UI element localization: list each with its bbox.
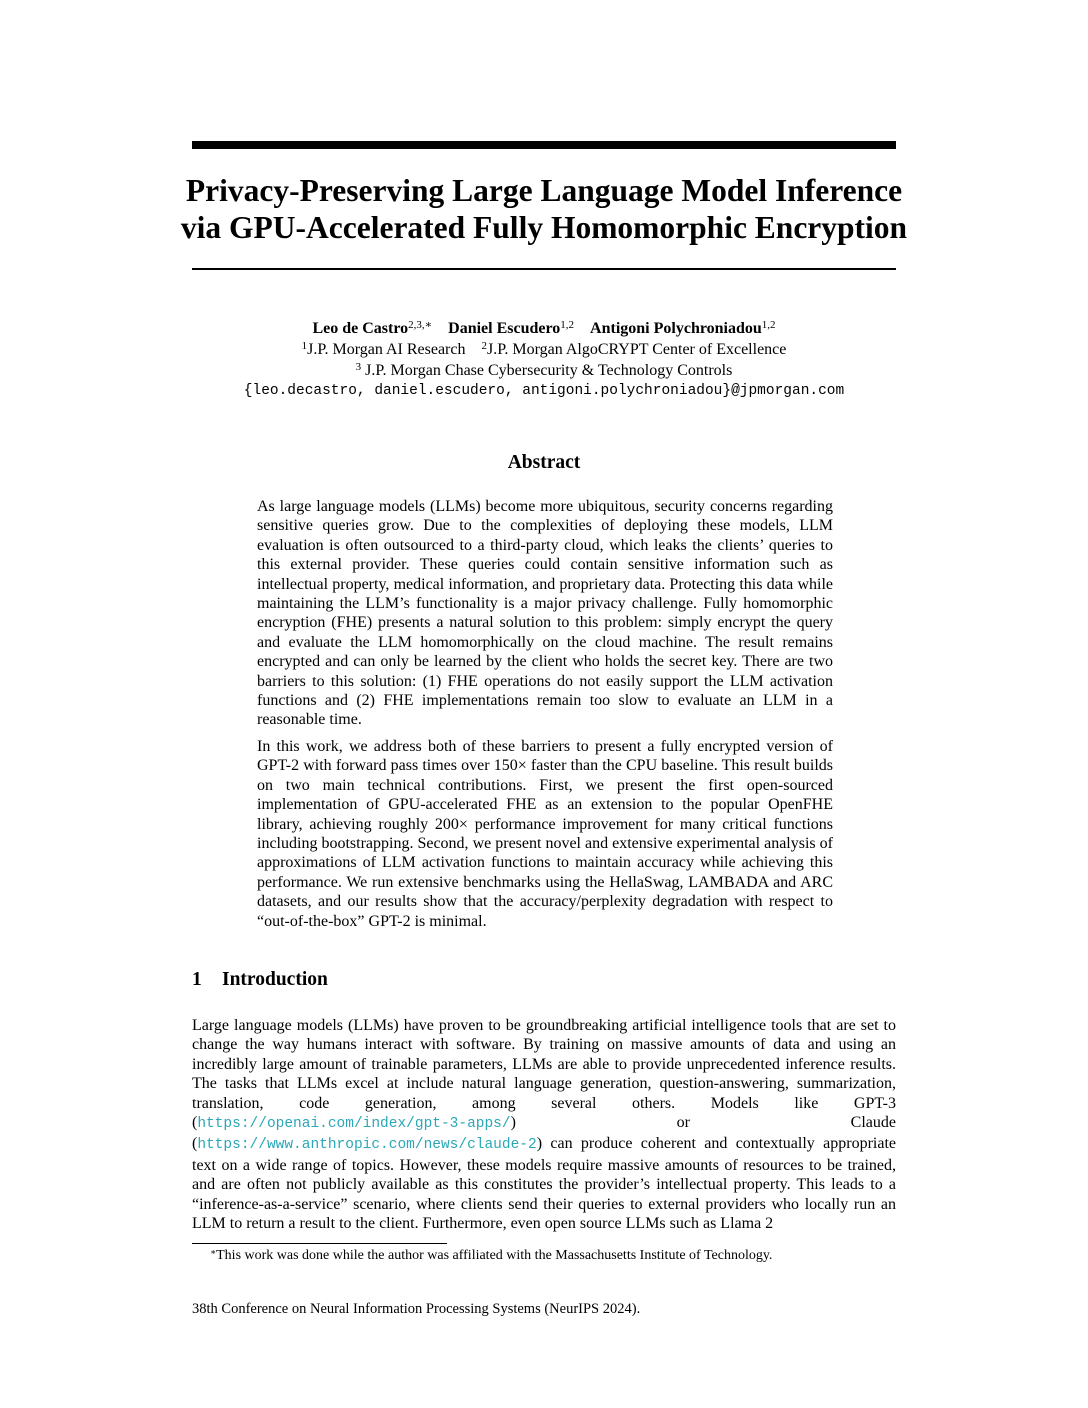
affiliation-sup-3: 3 xyxy=(355,361,362,373)
section-title: Introduction xyxy=(222,969,328,990)
title-line-1: Privacy-Preserving Large Language Model Inference xyxy=(185,173,903,208)
title-bottom-rule xyxy=(192,268,896,270)
author-names xyxy=(150,318,938,339)
introduction-paragraph xyxy=(192,1016,896,1233)
intro-text-3: ) can produce coherent and contextually appropriate text on a wide range of topics. However, these models require massive amounts of resources to be trained, and are often not publicly available as this constitutes the provider’s intellectual property. This leads to a “inference-as-a-service” scenario, where clients send their queries to external providers who locally run an LLM to return a result to the client. Furthermore, even open source LLMs such as Llama 2 xyxy=(192,1135,896,1233)
footnote xyxy=(210,1247,890,1265)
abstract-heading: Abstract xyxy=(507,452,581,473)
author-name-1: Leo de Castro xyxy=(312,320,409,337)
section-heading xyxy=(192,968,896,992)
affiliations-line-1 xyxy=(150,339,938,360)
affiliation-sup-1: 1 xyxy=(301,340,308,352)
abstract-paragraph-2: In this work, we address both of these barriers to present a fully encrypted version of GPT-2 with forward pass times over 150× faster than the CPU baseline. This result builds on two main technical contributions. First, we present the first open-sourced implementation of GPU-accelerated FHE as an extension to the popular OpenFHE library, achieving roughly 200× performance improvement for many critical functions including bootstrapping. Second, we present novel and extensive experimental analysis of approximations of LLM activation functions to maintain accuracy while achieving this performance. We run extensive benchmarks using the HellaSwag, LAMBADA and ARC datasets, and our results show that the accuracy/perplexity degradation with respect to “out-of-the-box” GPT-2 is minimal. xyxy=(257,737,833,930)
affiliations-line-2 xyxy=(150,360,938,381)
introduction-body xyxy=(192,1016,896,1233)
affiliation-3: J.P. Morgan Chase Cybersecurity & Technology Controls xyxy=(361,362,733,379)
footnote-mark: ∗ xyxy=(210,1247,217,1257)
abstract-body xyxy=(257,497,833,938)
footnote-text: This work was done while the author was affiliated with the Massachusetts Institute of Technology. xyxy=(216,1248,773,1263)
title-line-2: via GPU-Accelerated Fully Homomorphic Encryption xyxy=(180,210,908,245)
footnote-rule xyxy=(192,1243,447,1244)
author-sup-1: 2,3,∗ xyxy=(408,319,433,331)
openai-link[interactable]: https://openai.com/index/gpt-3-apps/ xyxy=(197,1116,511,1133)
paper-title xyxy=(150,172,938,246)
author-emails: {leo.decastro, daniel.escudero, antigoni.polychroniadou}@jpmorgan.com xyxy=(243,383,845,399)
affiliation-1: J.P. Morgan AI Research xyxy=(307,341,466,358)
conference-note: 38th Conference on Neural Information Processing Systems (NeurIPS 2024). xyxy=(192,1301,641,1317)
author-block xyxy=(150,318,938,402)
anthropic-link[interactable]: https://www.anthropic.com/news/claude-2 xyxy=(197,1137,537,1154)
abstract-paragraph-1: As large language models (LLMs) become more ubiquitous, security concerns regarding sensitive queries grow. Due to the complexities of deploying these models, LLM evaluation is often outsourced to a third-party cloud, which leaks the clients’ queries to this external provider. These queries could contain sensitive information such as intellectual property, medical information, and proprietary data. Protecting this data while maintaining the LLM’s functionality is a major privacy challenge. Fully homomorphic encryption (FHE) presents a natural solution to this problem: simply encrypt the query and evaluate the LLM homomorphically on the cloud machine. The result remains encrypted and can only be learned by the client who holds the secret key. There are two barriers to this solution: (1) FHE operations do not easily support the LLM activation functions and (2) FHE implementations remain too slow to evaluate an LLM in a reasonable time. xyxy=(257,498,833,729)
author-sup-2: 1,2 xyxy=(560,319,575,331)
affiliation-sup-2: 2 xyxy=(481,340,487,352)
intro-text-1: Large language models (LLMs) have proven to be groundbreaking artificial intelligence tools that are set to change the way humans interact with software. By training on massive amounts of data and using an incredibly large amount of trainable parameters, LLMs are able to provide unprecedented inference results. The tasks that LLMs excel at include natural language generation, question-answering, summarization, translation, code generation, among several others. Models like GPT-3 ( xyxy=(192,1017,896,1132)
title-top-rule xyxy=(192,141,896,149)
author-sup-3: 1,2 xyxy=(761,319,776,331)
section-number: 1 xyxy=(192,969,202,990)
affiliation-2: J.P. Morgan AlgoCRYPT Center of Excellence xyxy=(486,341,787,358)
intro-text-2: ) or Claude ( xyxy=(192,1114,896,1153)
author-name-3: Antigoni Polychroniadou xyxy=(590,320,762,337)
author-name-2: Daniel Escudero xyxy=(448,320,561,337)
